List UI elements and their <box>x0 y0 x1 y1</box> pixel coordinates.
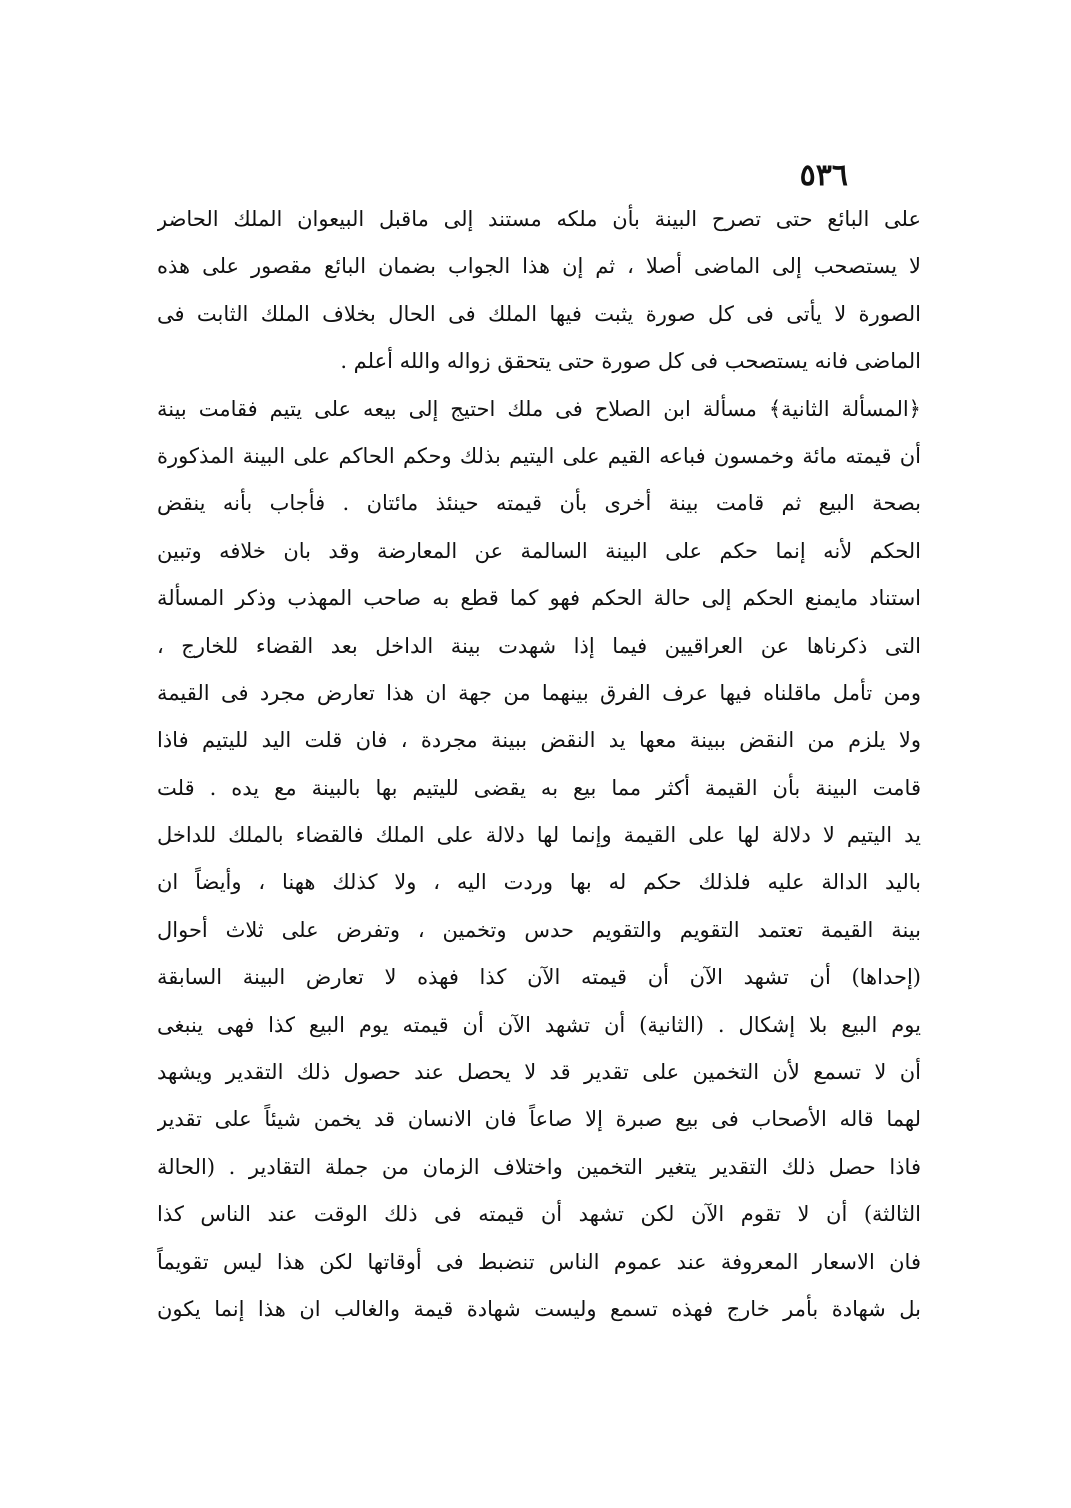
text-line: لا يستصحب إلى الماضى أصلا ، ثم إن هذا الجواب بضمان البائع مقصور على هذه <box>157 254 921 279</box>
text-line: ﴿المسألة الثانية﴾ مسألة ابن الصلاح فى ملك احتيج إلى بيعه على يتيم فقامت بينة <box>157 396 921 421</box>
text-line: استناد مايمنع الحكم إلى حالة الحكم فهو كما قطع به صاحب المهذب وذكر المسألة <box>157 586 921 611</box>
text-line: يد اليتيم لا دلالة لها على القيمة وإنما لها دلالة على الملك فالقضاء بالملك للداخل <box>157 823 921 848</box>
page-number: ٥٣٦ <box>799 158 848 193</box>
text-line: بينة القيمة تعتمد التقويم والتقويم حدس وتخمين ، وتفرض على ثلاث أحوال <box>157 917 921 942</box>
body-text <box>157 196 921 1333</box>
text-line: الثالثة) أن لا تقوم الآن لكن تشهد أن قيمته فى ذلك الوقت عند الناس كذا <box>157 1202 921 1227</box>
text-line: بل شهادة بأمر خارج فهذه تسمع وليست شهادة قيمة والغالب ان هذا إنما يكون <box>157 1296 921 1321</box>
text-line: الحكم لأنه إنما حكم على البينة السالمة عن المعارضة وقد بان خلافه وتبين <box>157 538 921 563</box>
text-line: أن لا تسمع لأن التخمين على تقدير قد لا يحصل عند حصول ذلك التقدير ويشهد <box>157 1060 921 1085</box>
text-line: (إحداها) أن تشهد الآن أن قيمته الآن كذا فهذه لا تعارض البينة السابقة <box>157 965 921 990</box>
text-line: قامت البينة بأن القيمة أكثر مما بيع به يقضى لليتيم بها بالبينة مع يده . قلت <box>157 775 921 800</box>
text-line: بصحة البيع ثم قامت بينة أخرى بأن قيمته حينئذ مائتان . فأجاب بأنه ينقض <box>157 491 921 516</box>
text-line: الماضى فانه يستصحب فى كل صورة حتى يتحقق زواله والله أعلم . <box>340 349 921 374</box>
text-line: ولا يلزم من النقض ببينة معها يد النقض ببينة مجردة ، فان قلت اليد لليتيم فاذا <box>157 728 921 753</box>
text-line: التى ذكرناها عن العراقيين فيما إذا شهدت بينة الداخل بعد القضاء للخارج ، <box>157 633 921 658</box>
text-line: أن قيمته مائة وخمسون فباعه القيم على اليتيم بذلك وحكم الحاكم على البينة المذكورة <box>157 443 921 468</box>
text-line: يوم البيع بلا إشكال . (الثانية) أن تشهد الآن أن قيمته يوم البيع كذا فهى ينبغى <box>157 1012 921 1037</box>
text-line: لهما قاله الأصحاب فى بيع صبرة إلا صاعاً فان الانسان قد يخمن شيئاً على تقدير <box>157 1107 921 1132</box>
text-line: ومن تأمل ماقلناه فيها عرف الفرق بينهما من جهة ان هذا تعارض مجرد فى القيمة <box>157 680 921 705</box>
text-line: فان الاسعار المعروفة عند عموم الناس تنضبط فى أوقاتها لكن هذا ليس تقويماً <box>157 1249 921 1274</box>
text-line: على البائع حتى تصرح البينة بأن ملكه مستند إلى ماقبل البيعوان الملك الحاضر <box>157 207 921 231</box>
text-line: الصورة لا يأتى فى كل صورة يثبت فيها الملك فى الحال بخلاف الملك الثابت فى <box>157 301 921 326</box>
text-line: باليد الدالة عليه فلذلك حكم له بها وردت اليه ، ولا كذلك ههنا ، وأيضاً ان <box>157 870 921 895</box>
text-line: فاذا حصل ذلك التقدير يتغير التخمين واختلاف الزمان من جملة التقادير . (الحالة <box>157 1154 921 1179</box>
